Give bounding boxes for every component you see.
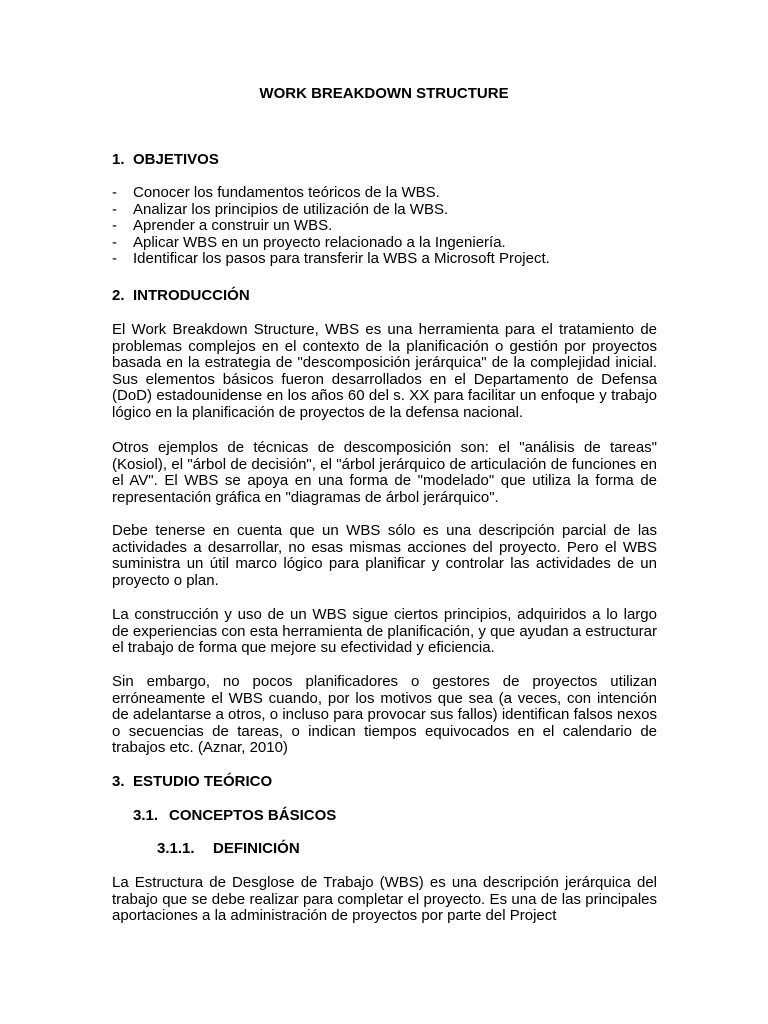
subsubsection-title: DEFINICIÓN (213, 840, 300, 857)
bullet-marker: - (112, 233, 117, 251)
list-item (112, 202, 550, 219)
list-item-text: Conocer los fundamentos teóricos de la WBS. (133, 184, 440, 201)
paragraph: El Work Breakdown Structure, WBS es una herramienta para el tratamiento de problemas complejos en el contexto de la planificación o gestión por proyectos basada en la estrategia de "descomposición jerárquica" de la complejidad inicial. Sus elementos básicos fueron desarrollados en el Departamento de Defensa (DoD) estadounidense en los años 60 del s. XX para facilitar un enfoque y trabajo lógico en la planificación de proyectos de la defensa nacional. (112, 321, 657, 421)
list-item-text: Analizar los principios de utilización de la WBS. (133, 200, 449, 218)
bullet-marker: - (112, 217, 117, 235)
section-number: 2. (112, 287, 125, 304)
list-item (112, 218, 550, 235)
paragraph: Sin embargo, no pocos planificadores o gestores de proyectos utilizan erróneamente el WBS cuando, por los motivos que sea (a veces, con intención de adelantarse a otros, o incluso para provocar sus fallos) identifican falsos nexos o secuencias de tareas, o indican tiempos equivocados en el calendario de trabajos etc. (Aznar, 2010) (112, 673, 657, 757)
subsection-title: CONCEPTOS BÁSICOS (169, 807, 337, 824)
bullet-marker: - (112, 250, 117, 268)
subsubsection-number: 3.1.1. (157, 840, 195, 857)
section-title: OBJETIVOS (133, 151, 219, 168)
section-heading-objetivos (112, 152, 219, 169)
list-item-text: Identificar los pasos para transferir la WBS a Microsoft Project. (133, 250, 550, 268)
list-item (112, 185, 550, 202)
section-heading-estudio (112, 774, 272, 791)
paragraph: La Estructura de Desglose de Trabajo (WBS) es una descripción jerárquica del trabajo que se debe realizar para completar el proyecto. Es una de las principales aportaciones a la administración de proyectos por parte del Project (112, 874, 657, 925)
subsection-number: 3.1. (133, 807, 159, 824)
bullet-marker: - (112, 184, 117, 201)
section-number: 1. (112, 151, 125, 168)
paragraph: Debe tenerse en cuenta que un WBS sólo es una descripción parcial de las actividades a desarrollar, no esas mismas acciones del proyecto. Pero el WBS suministra un útil marco lógico para planificar y controlar las actividades de un proyecto o plan. (112, 522, 657, 589)
list-item-text: Aplicar WBS en un proyecto relacionado a la Ingeniería. (133, 233, 506, 251)
section-heading-introduccion (112, 288, 250, 305)
section-title: INTRODUCCIÓN (133, 287, 250, 304)
paragraph: La construcción y uso de un WBS sigue ciertos principios, adquiridos a lo largo de experiencias con esta herramienta de planificación, y que ayudan a estructurar el trabajo de forma que mejore su efectividad y eficiencia. (112, 606, 657, 657)
list-item-text: Aprender a construir un WBS. (133, 217, 333, 235)
section-number: 3. (112, 773, 125, 790)
subsubsection-heading-definicion (157, 841, 300, 858)
paragraph: Otros ejemplos de técnicas de descomposición son: el "análisis de tareas" (Kosiol), el "árbol de decisión", el "árbol jerárquico de articulación de funciones en el AV". El WBS se apoya en una forma de "modelado" que utiliza la forma de representación gráfica en "diagramas de árbol jerárquico". (112, 439, 657, 506)
list-item (112, 235, 550, 252)
subsection-heading-conceptos (133, 808, 336, 825)
list-item (112, 251, 550, 268)
section-title: ESTUDIO TEÓRICO (133, 773, 273, 790)
bullet-marker: - (112, 200, 117, 218)
objectives-list (112, 185, 550, 268)
document-title: WORK BREAKDOWN STRUCTURE (259, 85, 509, 102)
